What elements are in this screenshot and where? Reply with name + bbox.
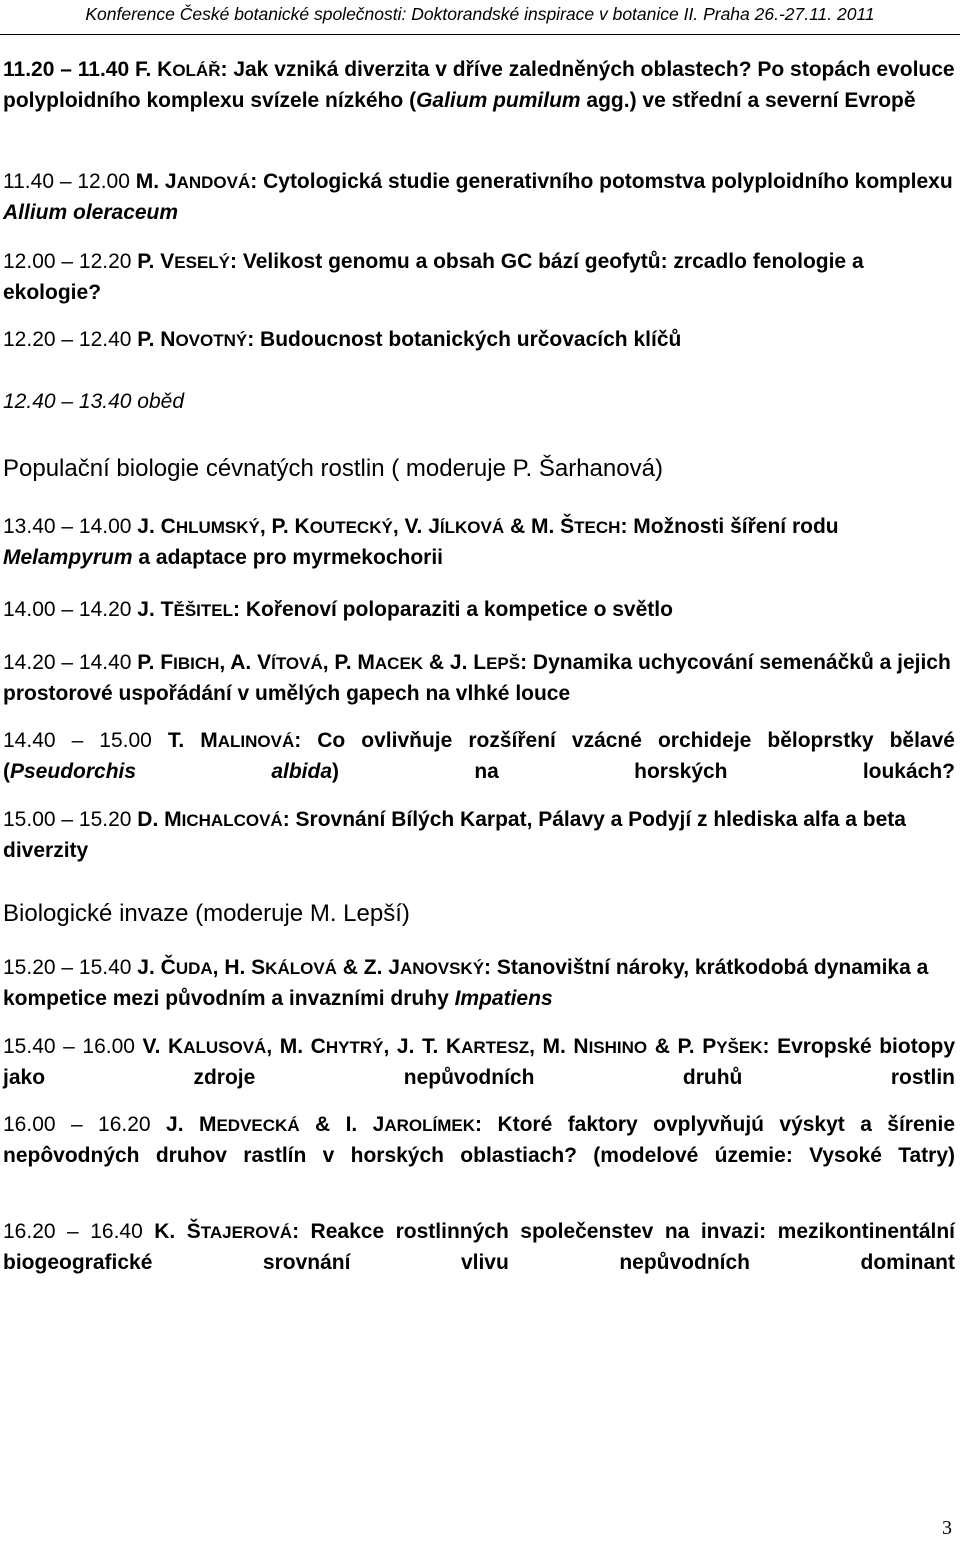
entry-speaker-initial: P. V: [137, 250, 175, 273]
lunch-break: 12.40 – 13.40 oběd: [3, 390, 185, 413]
program-entry-novotny: [3, 325, 955, 356]
entry-title: : Jak vzniká diverzita v dříve zaledněných oblastech? Po stopách evoluce polyploidního komplexu svízele nízkého (: [3, 58, 955, 112]
entry-taxon: Allium oleraceum: [3, 201, 179, 224]
entry-taxon: Impatiens: [454, 987, 553, 1010]
program-entry-kalusova: [3, 1032, 955, 1093]
entry-speaker-initial: M. J: [135, 170, 177, 193]
entry-speaker-surname: HYTRÝ: [325, 1038, 384, 1057]
program-entry-chlumsky: [3, 512, 955, 573]
entry-speaker-separator: , M. C: [266, 1035, 326, 1058]
entry-title: : Možnosti šíření rodu: [620, 515, 839, 538]
section-heading-population-biology: Populační biologie cévnatých rostlin ( moderuje P. Šarhanová): [3, 455, 663, 482]
entry-taxon: Galium pumilum: [416, 89, 581, 112]
entry-speaker-surname: UDA: [175, 959, 213, 978]
entry-speaker-separator: & J. L: [423, 651, 487, 674]
program-entry-malinova: [3, 726, 955, 787]
entry-speaker-surname: OLÁŘ: [172, 61, 221, 80]
entry-speaker-surname: ARTESZ: [461, 1038, 530, 1057]
entry-speaker-surname: ÍTOVÁ: [271, 654, 323, 673]
entry-speaker-separator: , P. M: [322, 651, 375, 674]
entry-speaker-surname: OUTECKÝ: [309, 518, 393, 537]
entry-speaker-initial: P. F: [137, 651, 174, 674]
entry-speaker-initial: K. Š: [154, 1220, 201, 1243]
entry-speaker-surname: TAJEROVÁ: [200, 1223, 293, 1242]
entry-time: 13.40 – 14.00: [3, 515, 132, 538]
entry-time: 15.20 – 15.40: [3, 956, 132, 979]
entry-speaker-separator: , M. N: [529, 1035, 589, 1058]
entry-speaker-surname: ANOVSKÝ: [399, 959, 485, 978]
entry-speaker-surname: ALINOVÁ: [217, 732, 295, 751]
entry-title-end: a adaptace pro myrmekochorii: [132, 546, 443, 569]
entry-speaker-initial: T. M: [167, 729, 218, 752]
entry-title-end: agg.) ve střední a severní Evropě: [580, 89, 916, 112]
program-entry-vesely: [3, 247, 955, 308]
entry-speaker-surname: ICHALCOVÁ: [181, 811, 283, 830]
entry-time: 12.20 – 12.40: [3, 328, 132, 351]
entry-time: 11.20 – 11.40: [3, 58, 130, 81]
entry-speaker-initial: V. K: [142, 1035, 184, 1058]
entry-taxon: Pseudorchis albida: [10, 760, 333, 783]
entry-title: : Ktoré faktory ovplyvňujú výskyt a šírenie nepôvodných druhov rastlín v horských oblastiach? (modelové územie: Vysoké Tatry): [3, 1113, 955, 1167]
entry-speaker-separator: & P. P: [647, 1035, 717, 1058]
entry-speaker-initial: P. N: [137, 328, 176, 351]
entry-time: 14.20 – 14.40: [3, 651, 132, 674]
entry-time: 12.00 – 12.20: [3, 250, 132, 273]
entry-title: : Kořenoví poloparaziti a kompetice o světlo: [233, 598, 673, 621]
program-entry-cuda: [3, 953, 955, 1014]
entry-title: : Srovnání Bílých Karpat, Pálavy a Podyjí z hlediska alfa a beta diverzity: [3, 808, 906, 862]
entry-title: : Cytologická studie generativního potomstva polyploidního komplexu: [250, 170, 953, 193]
entry-speaker-separator: , V. J: [392, 515, 440, 538]
entry-speaker-separator: , P. K: [259, 515, 310, 538]
entry-taxon: Melampyrum: [3, 546, 133, 569]
entry-speaker-surname: EPŠ: [486, 654, 521, 673]
entry-speaker-surname: ACEK: [374, 654, 424, 673]
entry-time: 15.40 – 16.00: [3, 1035, 135, 1058]
header-rule: [0, 34, 960, 35]
entry-speaker-initial: J. T: [137, 598, 174, 621]
program-entry-medvecka: [3, 1110, 955, 1171]
program-entry-fibich: [3, 648, 955, 709]
entry-speaker-surname: TECH: [574, 518, 621, 537]
entry-title: : Reakce rostlinných společenstev na invazi: mezikontinentální biogeografické srovnání vlivu nepůvodních dominant: [3, 1220, 956, 1274]
entry-time: 16.00 – 16.20: [3, 1113, 151, 1136]
entry-speaker-initial: J. C: [137, 515, 176, 538]
entry-time: 14.00 – 14.20: [3, 598, 132, 621]
entry-speaker-separator: & I. J: [299, 1113, 385, 1136]
entry-title: : Stanovištní nároky, krátkodobá dynamika a kompetice mezi původním a invazními druhy: [3, 956, 929, 1010]
entry-speaker-surname: EDVECKÁ: [216, 1116, 300, 1135]
program-entry-michalcova: [3, 805, 955, 866]
entry-speaker-surname: ESELÝ: [174, 253, 231, 272]
program-entry-tesitel: [3, 595, 955, 626]
entry-time: 16.20 – 16.40: [3, 1220, 143, 1243]
entry-title: : Dynamika uchycování semenáčků a jejich prostorové uspořádání v umělých gapech na vlhké louce: [3, 651, 951, 705]
entry-title: : Budoucnost botanických určovacích klíčů: [247, 328, 682, 351]
entry-speaker-surname: AROLÍMEK: [384, 1116, 476, 1135]
program-entry-stajerova: [3, 1217, 955, 1278]
entry-speaker-surname: IBICH: [173, 654, 220, 673]
entry-speaker-surname: YŠEK: [716, 1038, 763, 1057]
entry-speaker-separator: & Z. J: [336, 956, 400, 979]
program-entry-jandova: [3, 167, 955, 228]
entry-speaker-separator: , H. S: [212, 956, 266, 979]
entry-speaker-surname: HLUMSKÝ: [175, 518, 260, 537]
conference-header: Konference České botanické společnosti: Doktorandské inspirace v botanice II. Praha 26.-27.11. 2011: [85, 4, 875, 24]
entry-time: 14.40 – 15.00: [3, 729, 152, 752]
entry-speaker-separator: & M. Š: [504, 515, 575, 538]
entry-speaker-surname: ĚŠITEL: [173, 601, 233, 620]
entry-speaker-separator: , A. V: [219, 651, 272, 674]
entry-speaker-surname: ANDOVÁ: [176, 173, 251, 192]
entry-speaker-surname: ISHINO: [588, 1038, 648, 1057]
entry-title-end: ) na horských loukách?: [332, 760, 955, 783]
entry-title: : Velikost genomu a obsah GC bází geofytů: zrcadlo fenologie a ekologie?: [3, 250, 864, 304]
entry-speaker-initial: J. M: [166, 1113, 217, 1136]
program-entry-kolar: [3, 55, 955, 116]
entry-speaker-surname: OVOTNÝ: [175, 331, 248, 350]
page-number: 3: [942, 1517, 952, 1539]
section-heading-biological-invasions: Biologické invaze (moderuje M. Lepší): [3, 900, 410, 927]
entry-speaker-surname: KÁLOVÁ: [265, 959, 337, 978]
entry-speaker-initial: D. M: [137, 808, 182, 831]
entry-speaker-surname: ÍLKOVÁ: [439, 518, 505, 537]
entry-speaker-separator: , J. T. K: [383, 1035, 462, 1058]
entry-time: 15.00 – 15.20: [3, 808, 132, 831]
entry-speaker-initial: F. K: [134, 58, 173, 81]
entry-time: 11.40 – 12.00: [3, 170, 130, 193]
entry-title: : Co ovlivňuje rozšíření vzácné orchideje běloprstky bělavé (: [3, 729, 955, 783]
entry-speaker-surname: ALUSOVÁ: [183, 1038, 267, 1057]
entry-speaker-initial: J. Č: [137, 956, 176, 979]
entry-title: : Evropské biotopy jako zdroje nepůvodních druhů rostlin: [3, 1035, 956, 1089]
